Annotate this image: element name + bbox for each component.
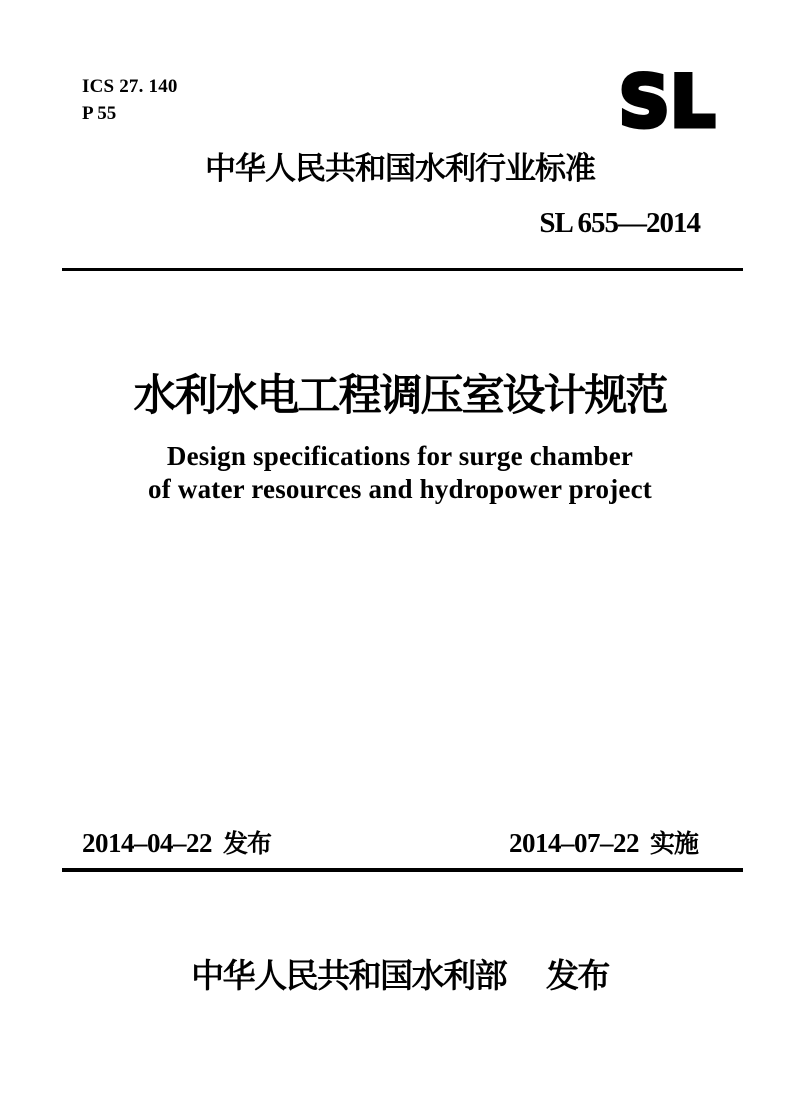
implementation-date [509,824,698,860]
dates-row [82,824,698,860]
bottom-divider-line [62,868,743,872]
standard-number: SL 655—2014 [539,207,700,239]
implementation-date-label: 实施 [649,830,698,858]
publisher-action-label: 发布 [545,957,609,994]
title-english-line2: of water resources and hydropower project [148,474,652,504]
issue-date-label: 发布 [223,830,272,858]
standard-type-title: 中华人民共和国水利行业标准 [205,151,595,186]
sl-logo: SL [618,61,716,143]
publisher-name: 中华人民共和国水利部 [191,957,507,994]
ics-code: ICS 27. 140 [82,76,178,97]
title-english [0,440,800,506]
p-classification-code: P 55 [82,103,117,124]
publisher-line [0,950,800,997]
title-chinese: 水利水电工程调压室设计规范 [133,372,667,420]
top-divider-line [62,268,743,271]
issue-date-value: 2014–04–22 [82,828,212,858]
issue-date [82,824,271,860]
title-english-line1: Design specifications for surge chamber [166,441,634,471]
implementation-date-value: 2014–07–22 [508,828,639,858]
